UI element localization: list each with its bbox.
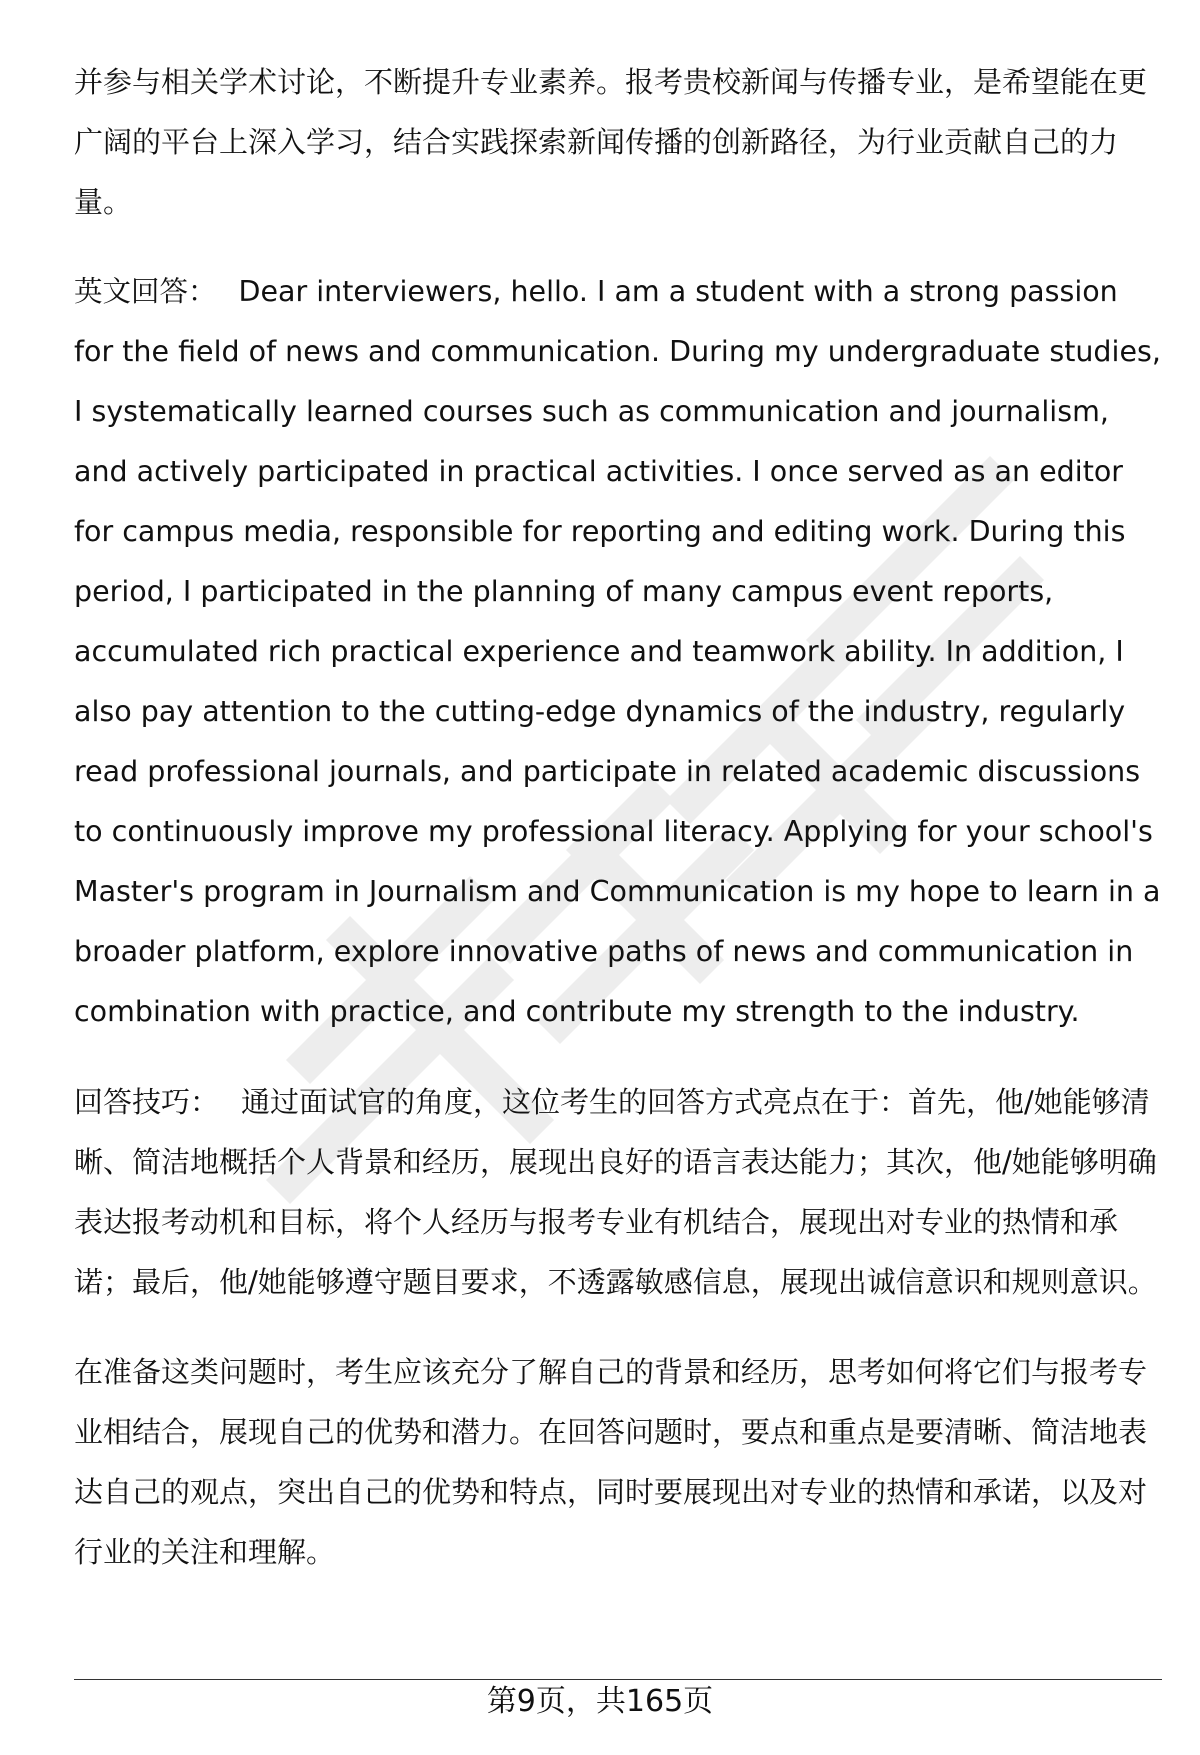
paragraph-text: Dear interviewers, hello. I am a student with a strong passion for the field of news and communication. During my undergraduate studies, I systematically learned courses such as communication and journalism, and actively participated in practical activities. I once served as an editor for campus media, responsible for reporting and editing work. During this period, I participated in the planning of many campus event reports, accumulated rich practical experience and teamwork ability. In addition, I also pay attention to the cutting-edge dynamics of the industry, regularly read professional journals, and participate in related academic discussions to continuously improve my professional literacy. Applying for your school's Master's program in Journalism and Communication is my hope to learn in a broader platform, explore innovative paths of news and communication in combination with practice, and contribute my strength to the industry. [74,275,1161,1028]
page-number-footer: 第9页，共165页 [486,1684,714,1719]
english-answer-label: 英文回答： [74,275,217,308]
paragraph-english-answer [74,262,1162,1042]
paragraph-text: 并参与相关学术讨论，不断提升专业素养。报考贵校新闻与传播专业，是希望能在更广阔的平台上深入学习，结合实践探索新闻传播的创新路径，为行业贡献自己的力量。 [74,65,1148,219]
document-body [74,52,1162,1612]
paragraph-intro-continuation [74,52,1162,232]
paragraph-text: 通过面试官的角度，这位考生的回答方式亮点在于：首先，他/她能够清晰、简洁地概括个人背景和经历，展现出良好的语言表达能力；其次，他/她能够明确表达报考动机和目标，将个人经历与报考专业有机结合，展现出对专业的热情和承诺；最后，他/她能够遵守题目要求，不透露敏感信息，展现出诚信意识和规则意识。 [74,1085,1157,1299]
paragraph-preparation-advice [74,1342,1162,1582]
answer-tips-label: 回答技巧： [74,1085,220,1119]
paragraph-answer-tips [74,1072,1162,1312]
paragraph-text: 在准备这类问题时，考生应该充分了解自己的背景和经历，思考如何将它们与报考专业相结合，展现自己的优势和潜力。在回答问题时，要点和重点是要清晰、简洁地表达自己的观点，突出自己的优势和特点，同时要展现出对专业的热情和承诺，以及对行业的关注和理解。 [74,1355,1148,1569]
